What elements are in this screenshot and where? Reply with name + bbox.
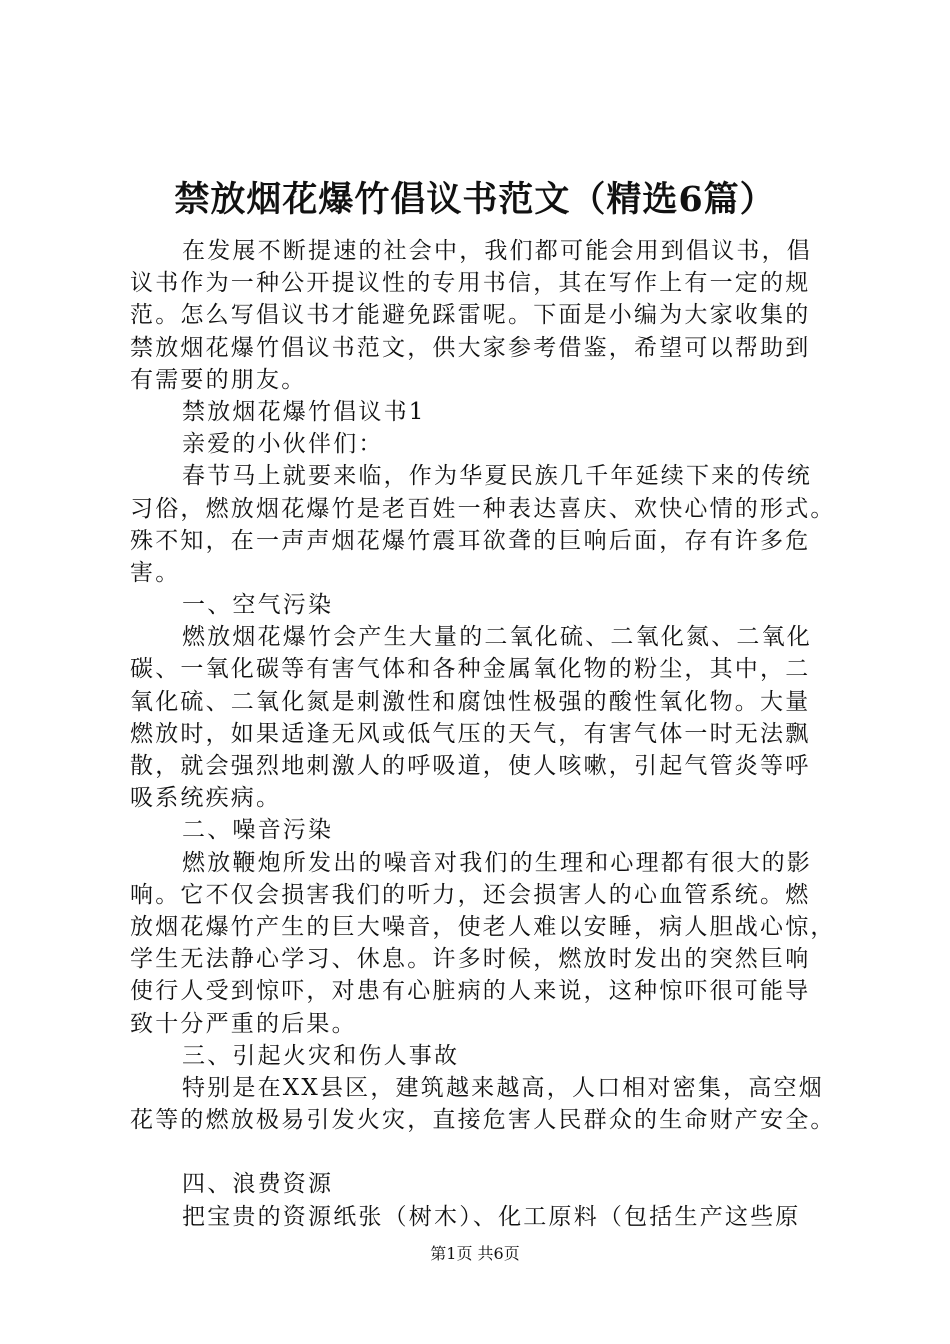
text-line: 习俗，燃放烟花爆竹是老百姓一种表达喜庆、欢快心情的形式。 bbox=[130, 495, 836, 522]
text-line: 碳、一氧化碳等有害气体和各种金属氧化物的粉尘，其中，二 bbox=[130, 656, 811, 683]
text-line: 议书作为一种公开提议性的专用书信，其在写作上有一定的规 bbox=[130, 270, 811, 297]
text-line: 散，就会强烈地刺激人的呼吸道，使人咳嗽，引起气管炎等呼 bbox=[130, 753, 811, 779]
text-line: 春节马上就要来临，作为华夏民族几千年延续下来的传统 bbox=[182, 463, 812, 490]
text-line: 殊不知，在一声声烟花爆竹震耳欲聋的巨响后面，存有许多危 bbox=[130, 527, 811, 554]
text-line: 一、空气污染 bbox=[182, 592, 334, 619]
text-line: 吸系统疾病。 bbox=[130, 785, 282, 812]
text-line bbox=[130, 1136, 830, 1168]
text-line: 燃放鞭炮所发出的噪音对我们的生理和心理都有很大的影 bbox=[182, 849, 812, 876]
document-body bbox=[130, 235, 836, 1233]
text-line: 四、浪费资源 bbox=[182, 1171, 334, 1198]
text-line: 特别是在XX县区，建筑越来越高，人口相对密集，高空烟 bbox=[182, 1074, 824, 1101]
text-line: 三、引起火灾和伤人事故 bbox=[182, 1042, 460, 1069]
text-line: 范。怎么写倡议书才能避免踩雷呢。下面是小编为大家收集的 bbox=[130, 302, 811, 329]
text-line: 使行人受到惊吓，对患有心脏病的人来说，这种惊吓很可能导 bbox=[130, 978, 811, 1005]
text-line: 氧化硫、二氧化氮是刺激性和腐蚀性极强的酸性氧化物。大量 bbox=[130, 688, 811, 715]
text-line: 亲爱的小伙伴们： bbox=[182, 431, 384, 458]
text-line: 燃放烟花爆竹会产生大量的二氧化硫、二氧化氮、二氧化 bbox=[182, 624, 812, 651]
text-line: 把宝贵的资源纸张（树木）、化工原料（包括生产这些原 bbox=[182, 1203, 801, 1230]
text-line: 学生无法静心学习、休息。许多时候，燃放时发出的突然巨响 bbox=[130, 946, 811, 973]
text-line: 害。 bbox=[130, 559, 181, 586]
text-line: 禁放烟花爆竹倡议书范文，供大家参考借鉴，希望可以帮助到 bbox=[130, 334, 811, 361]
text-line: 花等的燃放极易引发火灾，直接危害人民群众的生命财产安全。 bbox=[130, 1107, 836, 1134]
page-indicator: 第1页 共6页 bbox=[430, 1244, 520, 1263]
text-line: 禁放烟花爆竹倡议书1 bbox=[182, 398, 426, 425]
document-title: 禁放烟花爆竹倡议书范文（精选6篇） bbox=[174, 179, 776, 220]
text-line: 燃放时，如果适逢无风或低气压的天气，有害气体一时无法飘 bbox=[130, 720, 811, 747]
text-line: 放烟花爆竹产生的巨大噪音，使老人难以安睡，病人胆战心惊， bbox=[130, 913, 836, 940]
text-line: 致十分严重的后果。 bbox=[130, 1010, 357, 1037]
text-line: 响。它不仅会损害我们的听力，还会损害人的心血管系统。燃 bbox=[130, 881, 811, 908]
text-line: 在发展不断提速的社会中，我们都可能会用到倡议书，倡 bbox=[182, 238, 812, 264]
text-line: 二、噪音污染 bbox=[182, 817, 334, 844]
text-line: 有需要的朋友。 bbox=[130, 366, 307, 393]
